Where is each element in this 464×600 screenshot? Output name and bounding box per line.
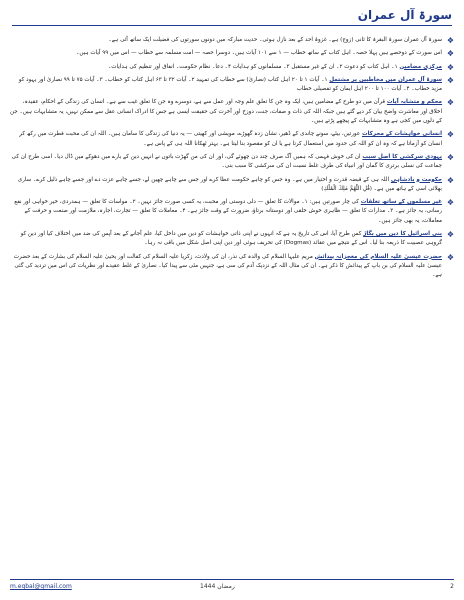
diamond-bullet-icon: ❖ (446, 62, 454, 72)
list-item (10, 176, 454, 195)
list-item (10, 230, 454, 249)
list-item (10, 130, 454, 149)
item-text: سورۃ آل عمران سورۃ البقرۃ کا ثانی (زوج) ہے۔ غزوۂ احد کے بعد نازل ہوئی۔ حدیث مبارکہ میں دونوں سورتوں کی فضیلت ایک ساتھ آئی ہے۔ (108, 37, 442, 43)
item-heading: محکم و متشابہ آیات (386, 99, 442, 106)
item-heading: غیر مسلموں کے ساتھ تعلقات (360, 199, 442, 206)
diamond-bullet-icon: ❖ (446, 98, 454, 108)
footer-month: رمضان 1444 (200, 583, 235, 590)
diamond-bullet-icon: ❖ (446, 130, 454, 140)
diamond-bullet-icon: ❖ (446, 75, 454, 85)
list-item (10, 198, 454, 226)
item-heading: یہودی سرکشی کا اصل سبب (362, 153, 442, 160)
item-heading: بنی اسرائیل کا دین میں بگاڑ (363, 231, 442, 238)
item-heading: سورۃ آل عمران میں مخاطبین پر مشتمل (329, 76, 442, 83)
item-heading: انسانی خواہشات کے محرکات (361, 131, 442, 138)
item-heading: مرکزی مضامین (399, 63, 442, 70)
item-text: اللہ ہی کے قبضہ قدرت و اختیار میں ہے۔ وہ جس کو چاہے حکومت عطا کرے اور جس سے چاہے چھین لے، جسے چاہے عزت دے اور جسے چاہے ذلیل کرے۔ ساری بھلائی اسی کے ہاتھ میں ہے۔ (قُلِ اللّٰهُمَّ مٰلِكَ الْمُلْكِ) (17, 176, 442, 192)
list-item (10, 63, 454, 72)
bullet-list (10, 36, 454, 285)
list-item (10, 98, 454, 126)
item-text: اس سورت کے دوحصے ہیں پہلا حصہ۔ اہل کتاب کے ساتھ خطاب — ۱ سے ۱۰۱ آیات ہیں۔ دوسرا حصہ — امت مسلمہ سے خطاب — اس میں ۹۹ آیات ہیں۔ (76, 50, 442, 57)
diamond-bullet-icon: ❖ (446, 152, 454, 162)
item-text: مریم علیہا السلام کی والدہ کی نذر، ان کی ولادت، زکریا علیہ السلام کی کفالت اور یحییٰ علیہ السلام کی بشارت کے بعد حضرت عیسیٰ علیہ السلام کی بن باپ کے پیدائش کا ذکر ہے۔ ان کی مثال اللہ کے نزدیک آدم کی سی ہے، جنہیں مٹی سے پیدا کیا۔ نصاریٰ کے غلط عقیدے اور نظریات کی اس میں تردید کی گئی ہے۔ (13, 253, 442, 279)
page-footer (10, 579, 454, 592)
item-text: عورتیں، بیٹے، سونے چاندی کے ڈھیر، نشان زدہ گھوڑے، مویشی اور کھیتی — یہ دنیا کی زندگی کا سامان ہیں۔ اللہ ان کی محبت فطرت میں رکھ کر انسان کو آزماتا ہے کہ وہ ان کو اللہ کی حدود میں استعمال کرتا ہے یا ان کو مقصود بنا لیتا ہے۔ بہتر ٹھکانا اللہ ہی کے پاس ہے۔ (19, 131, 442, 147)
item-text: ۱۔ اہل کتاب کو دعوت ۲۔ ان کے غیر مستقبل ۳۔ مسلمانوں کو ہدایات ۴۔ دعا۔ نظام حکومت۔ انفاق اور تنظیم کی ہدایات۔ (108, 63, 398, 70)
item-text: ۱۔ آیات ۱ تا ۲۰ اہل کتاب (نصاریٰ) سے خطاب کی تمہید ۲۔ آیات ۳۲ تا ۶۳ اہل کتاب کو خطاب۔ ۳۔ آیات ۷۵ تا ۹۹ نصاریٰ اور یہود کو مزید خطاب۔ ۴۔ آیات ۱۰۰ تا ۲۰۰ اہل ایمان کو تفصیلی خطاب (18, 76, 442, 93)
item-text: کس طرح آیا، اس کی تاریخ یہ ہے کہ انہوں نے اپنی ذاتی خواہشات کو دین میں داخل کیا، علم آجانے کے بعد آپس کی ضد میں اختلاف کیا اور دین کو گروہی عصبیت کا ذریعہ بنا لیا۔ اس کے نتیجے میں عقائد (Dogmas) کی تحریف ہوئی اور دین اپنی اصل شکل میں باقی نہ رہا۔ (20, 231, 442, 247)
footer-email-link[interactable]: m.eqbal@gmail.com (10, 583, 72, 590)
item-text: کی چار صورتیں ہیں: ۱۔ موالات کا تعلق — دلی دوستی اور محبت، یہ کسی صورت جائز نہیں۔ ۲۔ مواسات کا تعلق — ہمدردی، خیر خواہی اور نفع رسانی، یہ جائز ہے۔ ۳۔ مدارات کا تعلق — ظاہری خوش خلقی اور دوستانہ برتاؤ، ضرورت کے وقت جائز ہے۔ ۴۔ معاملات کا تعلق — تجارت، اجارہ، ملازمت اور صنعت و حرفت کے معاملات، یہ بھی جائز ہیں۔ (14, 199, 442, 224)
item-text: قرآن میں دو طرح کے مضامین ہیں، ایک وہ جن کا تعلق علم وجہ اور عمل سے ہے، دوسرے وہ جن کا تعلق غیب سے ہے۔ انسان کی زندگی کے احکام، عقیدہ، اخلاق اور معاشرت واضح بیان کر دیے گئے ہیں جبکہ اللہ کی ذات و صفات، جنت، دوزخ اور آخرت کی حقیقت ایسی ہے جس کا ادراک انسانی عقل سے ممکن نہیں، یہ متشابہات ہیں۔ جن کے دلوں میں کجی ہے وہ متشابہات کے پیچھے پڑتے ہیں۔ (10, 99, 442, 125)
list-item (10, 153, 454, 172)
item-heading: حکومت و بادشاہی (390, 176, 442, 183)
diamond-bullet-icon: ❖ (446, 49, 454, 59)
list-item (10, 36, 454, 45)
diamond-bullet-icon: ❖ (446, 230, 454, 240)
list-item (10, 253, 454, 281)
diamond-bullet-icon: ❖ (446, 175, 454, 185)
item-heading: حضرت عیسیٰ علیہ السلام کی معجزانہ پیدائش (314, 253, 442, 260)
diamond-bullet-icon: ❖ (446, 252, 454, 262)
item-text: ان کی خوش فہمی کہ ہمیں آگ صرف چند دن چھوئے گی، اور ان کی من گھڑت باتوں نے انہیں دین کے بارے میں دھوکے میں ڈال دیا۔ اسی طرح ان کی جماعت کی نسلی برتری کا گمان اور انبیاء کی طرف غلط نسبت ان کی سرکشی کا سبب بنی۔ (11, 153, 442, 170)
diamond-bullet-icon: ❖ (446, 198, 454, 208)
list-item (10, 49, 454, 58)
list-item (10, 76, 454, 95)
page-number: 2 (450, 583, 454, 590)
diamond-bullet-icon: ❖ (446, 36, 454, 45)
page-title: سورۃ آل عمران (12, 8, 452, 26)
